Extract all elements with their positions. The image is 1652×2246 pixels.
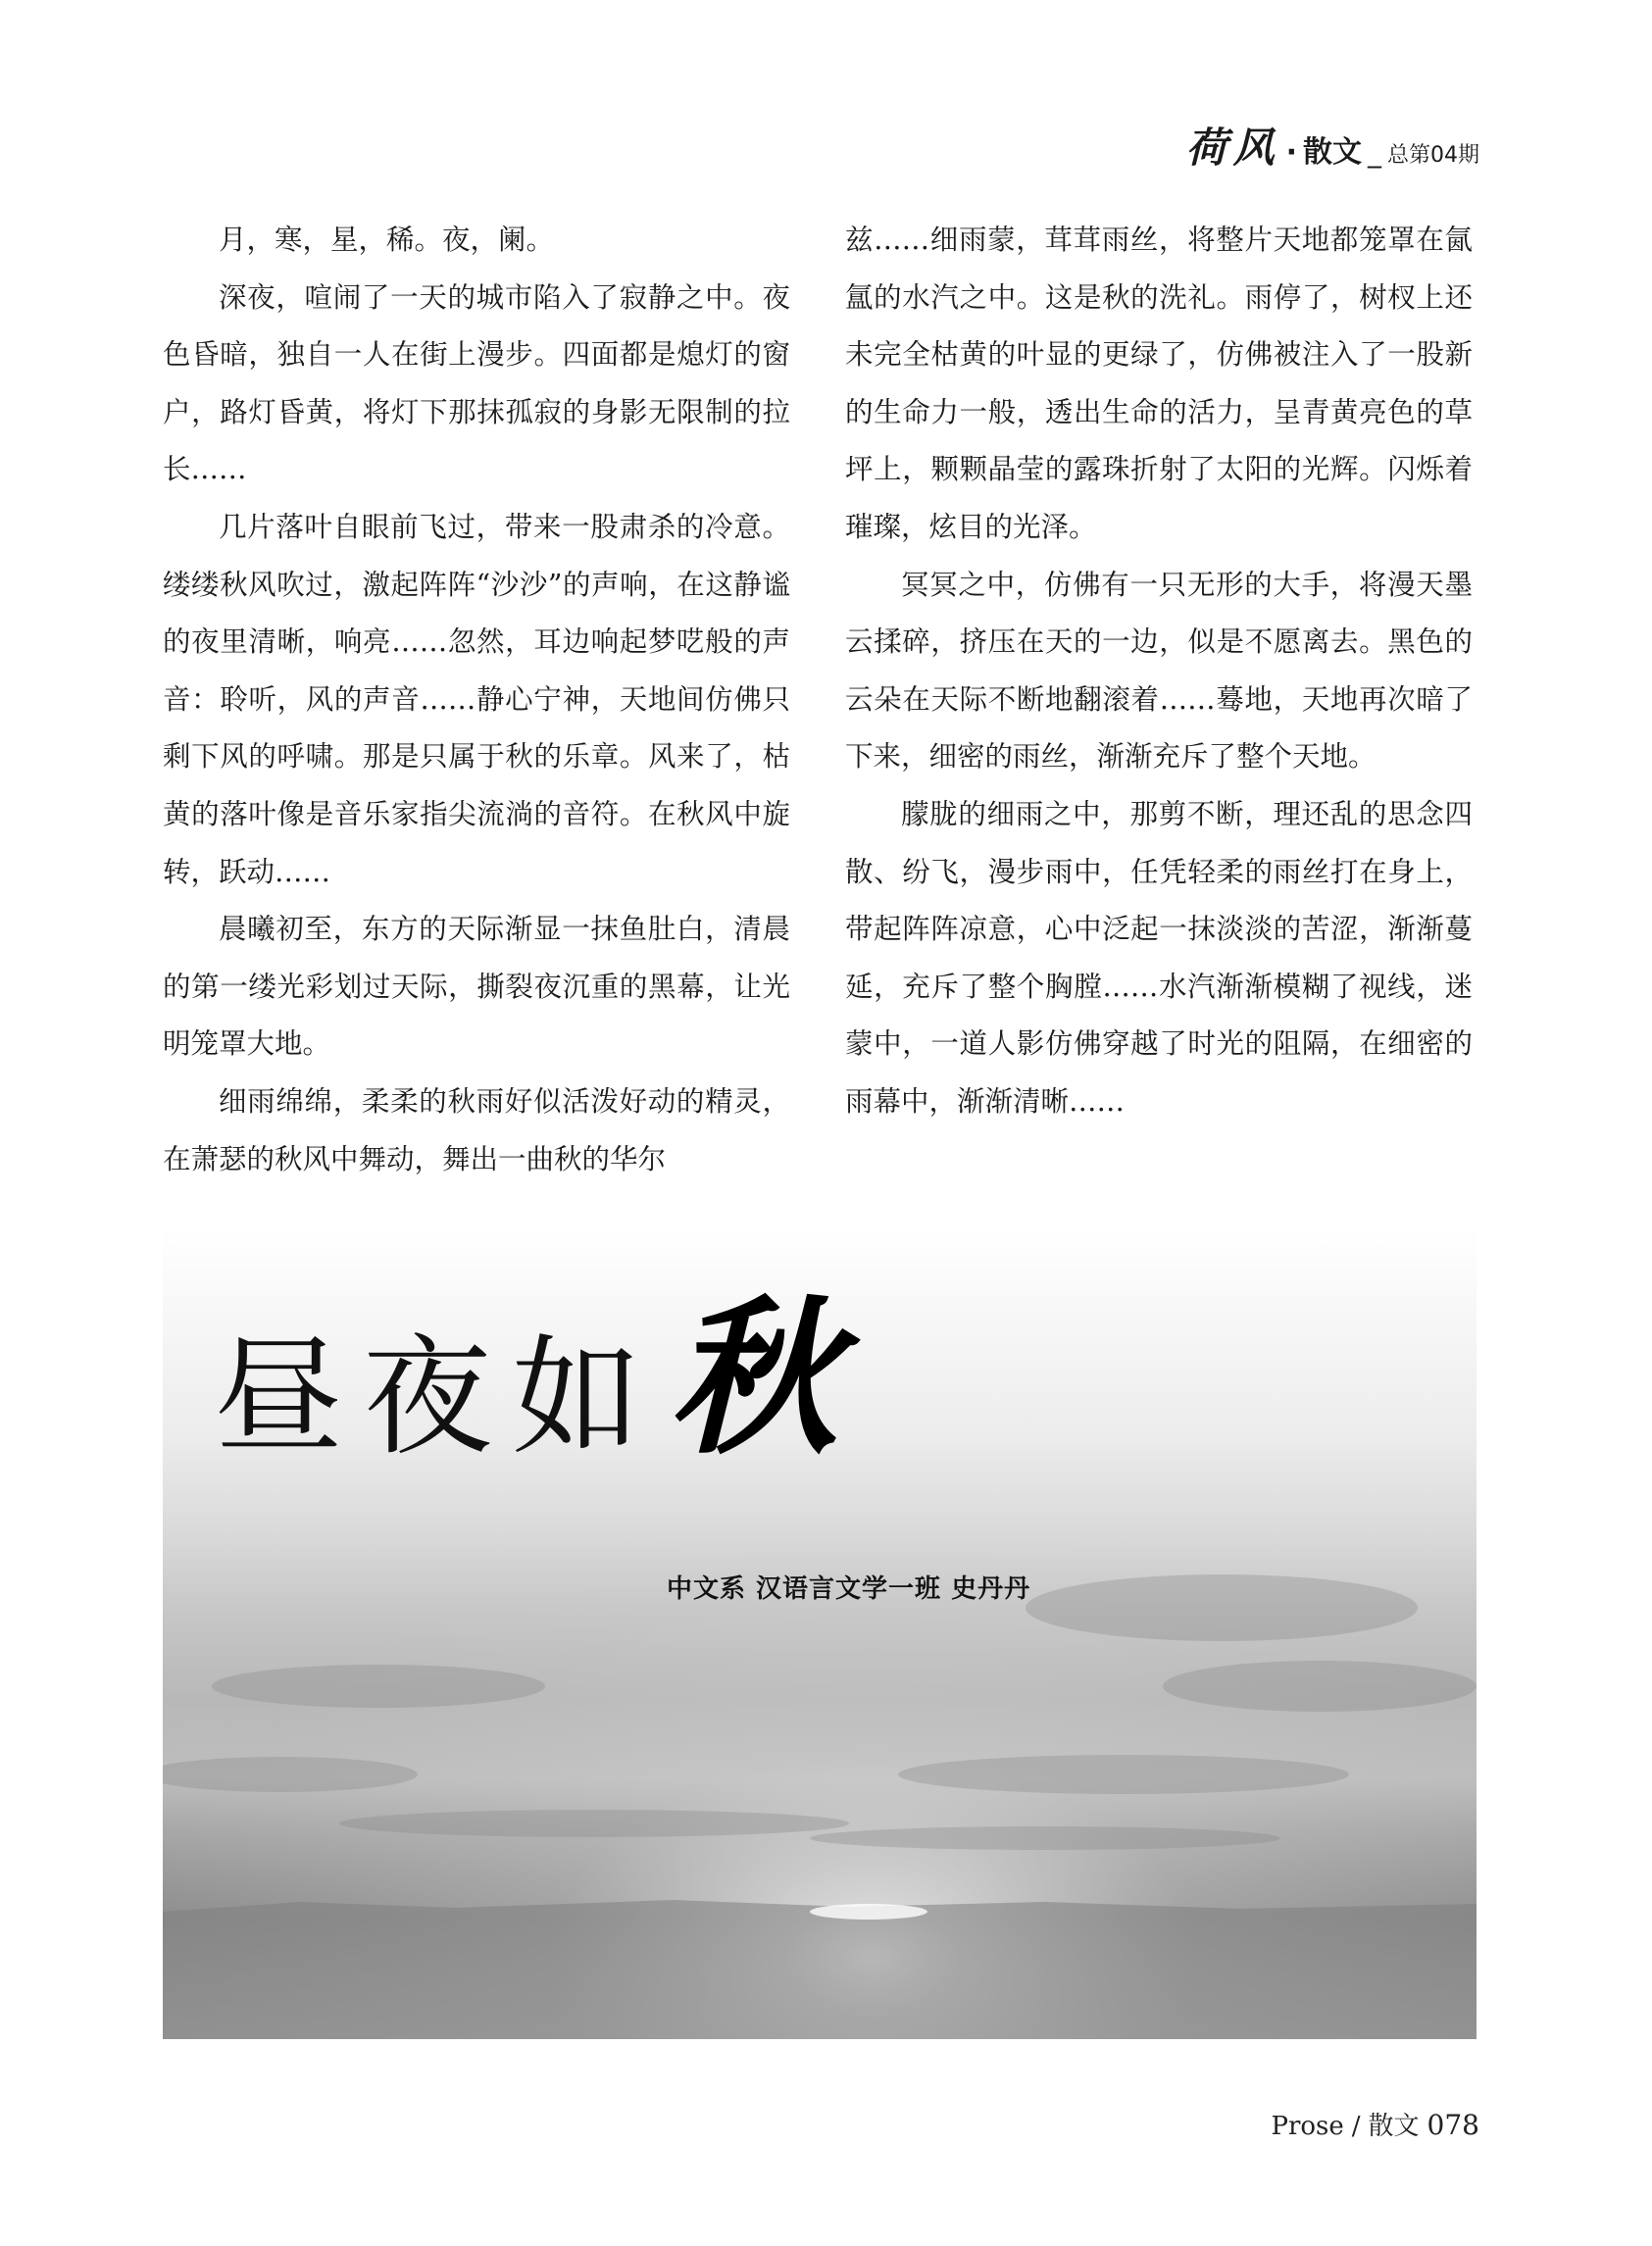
title-calligraphy: 秋 xyxy=(669,1278,837,1477)
title-text: 昼夜如 xyxy=(214,1323,661,1473)
running-header xyxy=(1186,116,1479,175)
article-left-column xyxy=(163,212,790,1188)
magazine-brand: 荷风 xyxy=(1185,124,1280,172)
author-byline: 中文系 汉语言文学一班 史丹丹 xyxy=(667,1574,1031,1604)
article-title xyxy=(214,1278,837,1477)
paragraph: 朦胧的细雨之中，那剪不断，理还乱的思念四散、纷飞，漫步雨中，任凭轻柔的雨丝打在身上，带起阵阵凉意，心中泛起一抹淡淡的苦涩，渐渐蔓延，充斥了整个胸膛……水汽渐渐模糊了视线，迷蒙中，一道人影仿佛穿越了时光的阻隔，在细密的雨幕中，渐渐清晰…… xyxy=(845,797,1473,1118)
header-underscore: _ xyxy=(1368,136,1381,169)
paragraph: 几片落叶自眼前飞过，带来一股肃杀的冷意。缕缕秋风吹过，激起阵阵“沙沙”的声响，在这静谧的夜里清晰，响亮……忽然，耳边响起梦呓般的声音：聆听，风的声音……静心宁神，天地间仿佛只剩下风的呼啸。那是只属于秋的乐章。风来了，枯黄的落叶像是音乐家指尖流淌的音符。在秋风中旋转，跃动…… xyxy=(163,510,790,888)
footer-section: 散文 xyxy=(1368,2112,1420,2141)
issue-number: 总第04期 xyxy=(1387,143,1479,168)
footer-slash: / xyxy=(1351,2112,1361,2141)
article-right-column xyxy=(845,212,1473,1131)
paragraph: 细雨绵绵，柔柔的秋雨好似活泼好动的精灵，在萧瑟的秋风中舞动，舞出一曲秋的华尔 xyxy=(163,1084,790,1175)
title-banner-image xyxy=(163,1225,1477,2039)
page-number: 078 xyxy=(1427,2109,1479,2141)
header-dot: · xyxy=(1285,135,1297,170)
page-footer xyxy=(1271,2106,1479,2142)
paragraph: 晨曦初至，东方的天际渐显一抹鱼肚白，清晨的第一缕光彩划过天际，撕裂夜沉重的黑幕，让光明笼罩大地。 xyxy=(163,913,790,1061)
footer-prose: Prose xyxy=(1271,2112,1344,2141)
paragraph: 深夜，喧闹了一天的城市陷入了寂静之中。夜色昏暗，独自一人在街上漫步。四面都是熄灯的窗户，路灯昏黄，将灯下那抹孤寂的身影无限制的拉长…… xyxy=(163,280,790,486)
header-section: 散文 xyxy=(1303,135,1362,170)
paragraph: 冥冥之中，仿佛有一只无形的大手，将漫天墨云揉碎，挤压在天的一边，似是不愿离去。黑色的云朵在天际不断地翻滚着……蓦地，天地再次暗了下来，细密的雨丝，渐渐充斥了整个天地。 xyxy=(845,568,1473,774)
paragraph-continued: 兹……细雨蒙，茸茸雨丝，将整片天地都笼罩在氤氲的水汽之中。这是秋的洗礼。雨停了，树杈上还未完全枯黄的叶显的更绿了，仿佛被注入了一股新的生命力一般，透出生命的活力，呈青黄亮色的草坪上，颗颗晶莹的露珠折射了太阳的光辉。闪烁着璀璨，炫目的光泽。 xyxy=(845,224,1473,543)
paragraph: 月，寒，星，稀。夜，阑。 xyxy=(219,224,555,256)
